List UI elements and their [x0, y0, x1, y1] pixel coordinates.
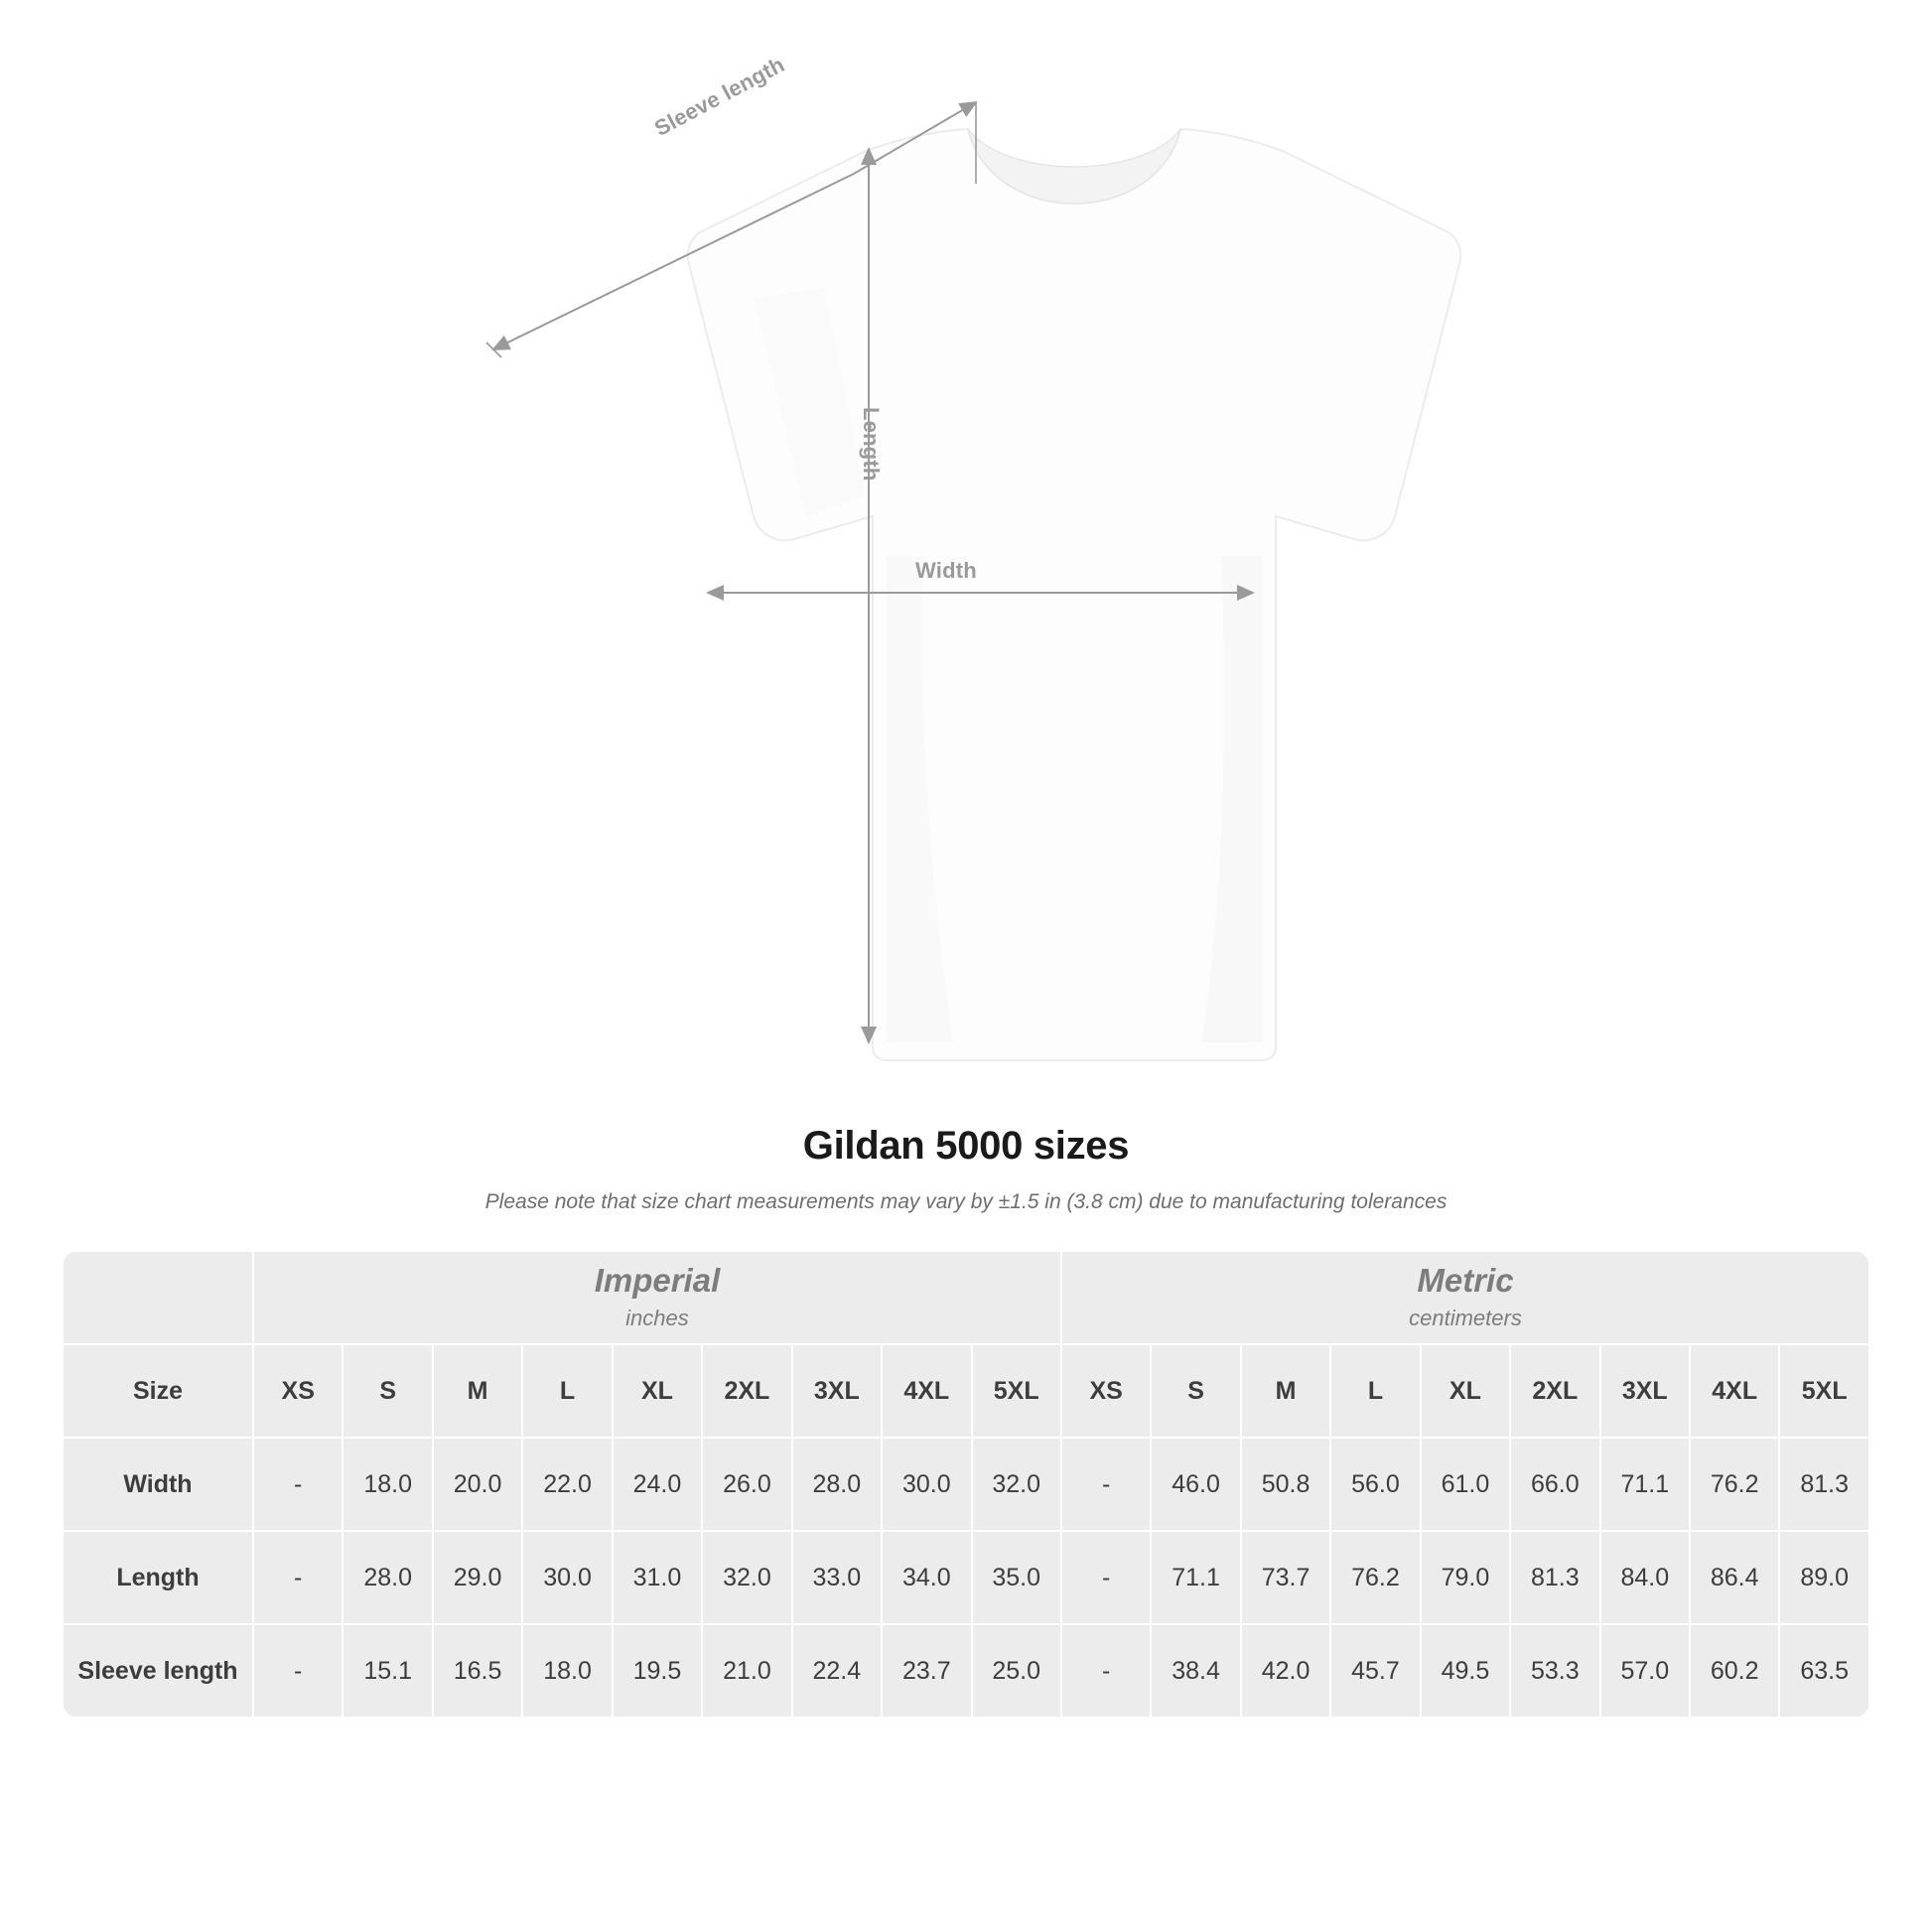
cell-sleeve-imperial-m: 16.5: [433, 1624, 522, 1718]
cell-sleeve-imperial-3xl: 22.4: [792, 1624, 882, 1718]
size-chart-wrapper: [62, 1250, 1870, 1719]
unit-row-spacer: [63, 1251, 253, 1344]
table-row: [63, 1438, 1869, 1531]
cell-width-imperial-xs: -: [253, 1438, 343, 1531]
cell-sleeve-metric-2xl: 53.3: [1510, 1624, 1599, 1718]
table-header-row: [63, 1344, 1869, 1438]
header-metric-l: L: [1330, 1344, 1420, 1438]
cell-length-imperial-xs: -: [253, 1531, 343, 1624]
cell-length-imperial-m: 29.0: [433, 1531, 522, 1624]
cell-length-imperial-l: 30.0: [522, 1531, 612, 1624]
table-row: [63, 1624, 1869, 1718]
cell-sleeve-metric-4xl: 60.2: [1690, 1624, 1779, 1718]
cell-length-imperial-3xl: 33.0: [792, 1531, 882, 1624]
cell-sleeve-metric-xl: 49.5: [1421, 1624, 1510, 1718]
cell-width-imperial-m: 20.0: [433, 1438, 522, 1531]
cell-width-metric-l: 56.0: [1330, 1438, 1420, 1531]
header-imperial-3xl: 3XL: [792, 1344, 882, 1438]
cell-sleeve-metric-3xl: 57.0: [1600, 1624, 1690, 1718]
header-metric-4xl: 4XL: [1690, 1344, 1779, 1438]
header-imperial-s: S: [343, 1344, 432, 1438]
cell-width-imperial-2xl: 26.0: [702, 1438, 791, 1531]
header-size-label: Size: [63, 1344, 253, 1438]
cell-width-metric-xl: 61.0: [1421, 1438, 1510, 1531]
unit-group-metric: [1061, 1251, 1869, 1344]
cell-sleeve-imperial-4xl: 23.7: [882, 1624, 971, 1718]
header-imperial-xl: XL: [613, 1344, 702, 1438]
cell-sleeve-metric-m: 42.0: [1241, 1624, 1330, 1718]
cell-width-imperial-3xl: 28.0: [792, 1438, 882, 1531]
header-imperial-2xl: 2XL: [702, 1344, 791, 1438]
cell-length-metric-m: 73.7: [1241, 1531, 1330, 1624]
cell-length-metric-xs: -: [1061, 1531, 1151, 1624]
cell-length-metric-5xl: 89.0: [1779, 1531, 1869, 1624]
cell-width-metric-xs: -: [1061, 1438, 1151, 1531]
title-block: [0, 1124, 1932, 1214]
cell-width-metric-2xl: 66.0: [1510, 1438, 1599, 1531]
unit-sub-metric: centimeters: [1409, 1306, 1522, 1331]
header-metric-5xl: 5XL: [1779, 1344, 1869, 1438]
cell-width-imperial-s: 18.0: [343, 1438, 432, 1531]
cell-width-metric-3xl: 71.1: [1600, 1438, 1690, 1531]
cell-width-imperial-5xl: 32.0: [972, 1438, 1061, 1531]
cell-length-imperial-2xl: 32.0: [702, 1531, 791, 1624]
cell-sleeve-imperial-2xl: 21.0: [702, 1624, 791, 1718]
cell-width-metric-4xl: 76.2: [1690, 1438, 1779, 1531]
table-row: [63, 1531, 1869, 1624]
header-metric-3xl: 3XL: [1600, 1344, 1690, 1438]
cell-sleeve-imperial-xs: -: [253, 1624, 343, 1718]
table-unit-row: [63, 1251, 1869, 1344]
cell-length-metric-xl: 79.0: [1421, 1531, 1510, 1624]
header-metric-s: S: [1151, 1344, 1240, 1438]
unit-group-imperial: [253, 1251, 1061, 1344]
cell-sleeve-metric-s: 38.4: [1151, 1624, 1240, 1718]
cell-length-metric-l: 76.2: [1330, 1531, 1420, 1624]
cell-width-imperial-4xl: 30.0: [882, 1438, 971, 1531]
width-label: Width: [915, 558, 977, 583]
size-chart-table: [62, 1250, 1870, 1719]
cell-width-metric-5xl: 81.3: [1779, 1438, 1869, 1531]
header-imperial-l: L: [522, 1344, 612, 1438]
cell-length-imperial-4xl: 34.0: [882, 1531, 971, 1624]
header-metric-xs: XS: [1061, 1344, 1151, 1438]
cell-sleeve-imperial-5xl: 25.0: [972, 1624, 1061, 1718]
cell-sleeve-imperial-s: 15.1: [343, 1624, 432, 1718]
cell-length-metric-s: 71.1: [1151, 1531, 1240, 1624]
cell-width-imperial-xl: 24.0: [613, 1438, 702, 1531]
cell-width-metric-m: 50.8: [1241, 1438, 1330, 1531]
unit-sub-imperial: inches: [625, 1306, 689, 1331]
row-label-width: Width: [63, 1438, 253, 1531]
cell-length-metric-2xl: 81.3: [1510, 1531, 1599, 1624]
cell-width-imperial-l: 22.0: [522, 1438, 612, 1531]
header-metric-m: M: [1241, 1344, 1330, 1438]
length-label: Length: [859, 407, 884, 482]
header-imperial-m: M: [433, 1344, 522, 1438]
unit-name-imperial: Imperial: [594, 1261, 721, 1299]
unit-name-metric: Metric: [1417, 1261, 1514, 1299]
header-metric-xl: XL: [1421, 1344, 1510, 1438]
cell-sleeve-metric-xs: -: [1061, 1624, 1151, 1718]
row-label-length: Length: [63, 1531, 253, 1624]
cell-sleeve-imperial-l: 18.0: [522, 1624, 612, 1718]
cell-length-imperial-5xl: 35.0: [972, 1531, 1061, 1624]
cell-length-imperial-xl: 31.0: [613, 1531, 702, 1624]
header-imperial-4xl: 4XL: [882, 1344, 971, 1438]
header-imperial-xs: XS: [253, 1344, 343, 1438]
cell-length-imperial-s: 28.0: [343, 1531, 432, 1624]
cell-length-metric-4xl: 86.4: [1690, 1531, 1779, 1624]
page-title: Gildan 5000 sizes: [802, 1124, 1130, 1168]
header-metric-2xl: 2XL: [1510, 1344, 1599, 1438]
cell-sleeve-imperial-xl: 19.5: [613, 1624, 702, 1718]
header-imperial-5xl: 5XL: [972, 1344, 1061, 1438]
cell-sleeve-metric-5xl: 63.5: [1779, 1624, 1869, 1718]
tolerance-note: Please note that size chart measurements may vary by ±1.5 in (3.8 cm) due to manufacturing tolerances: [484, 1190, 1448, 1213]
row-label-sleeve-length: Sleeve length: [63, 1624, 253, 1718]
cell-length-metric-3xl: 84.0: [1600, 1531, 1690, 1624]
cell-width-metric-s: 46.0: [1151, 1438, 1240, 1531]
shirt-shape: [688, 129, 1460, 1060]
cell-sleeve-metric-l: 45.7: [1330, 1624, 1420, 1718]
sleeve-length-label: Sleeve length: [650, 52, 789, 142]
